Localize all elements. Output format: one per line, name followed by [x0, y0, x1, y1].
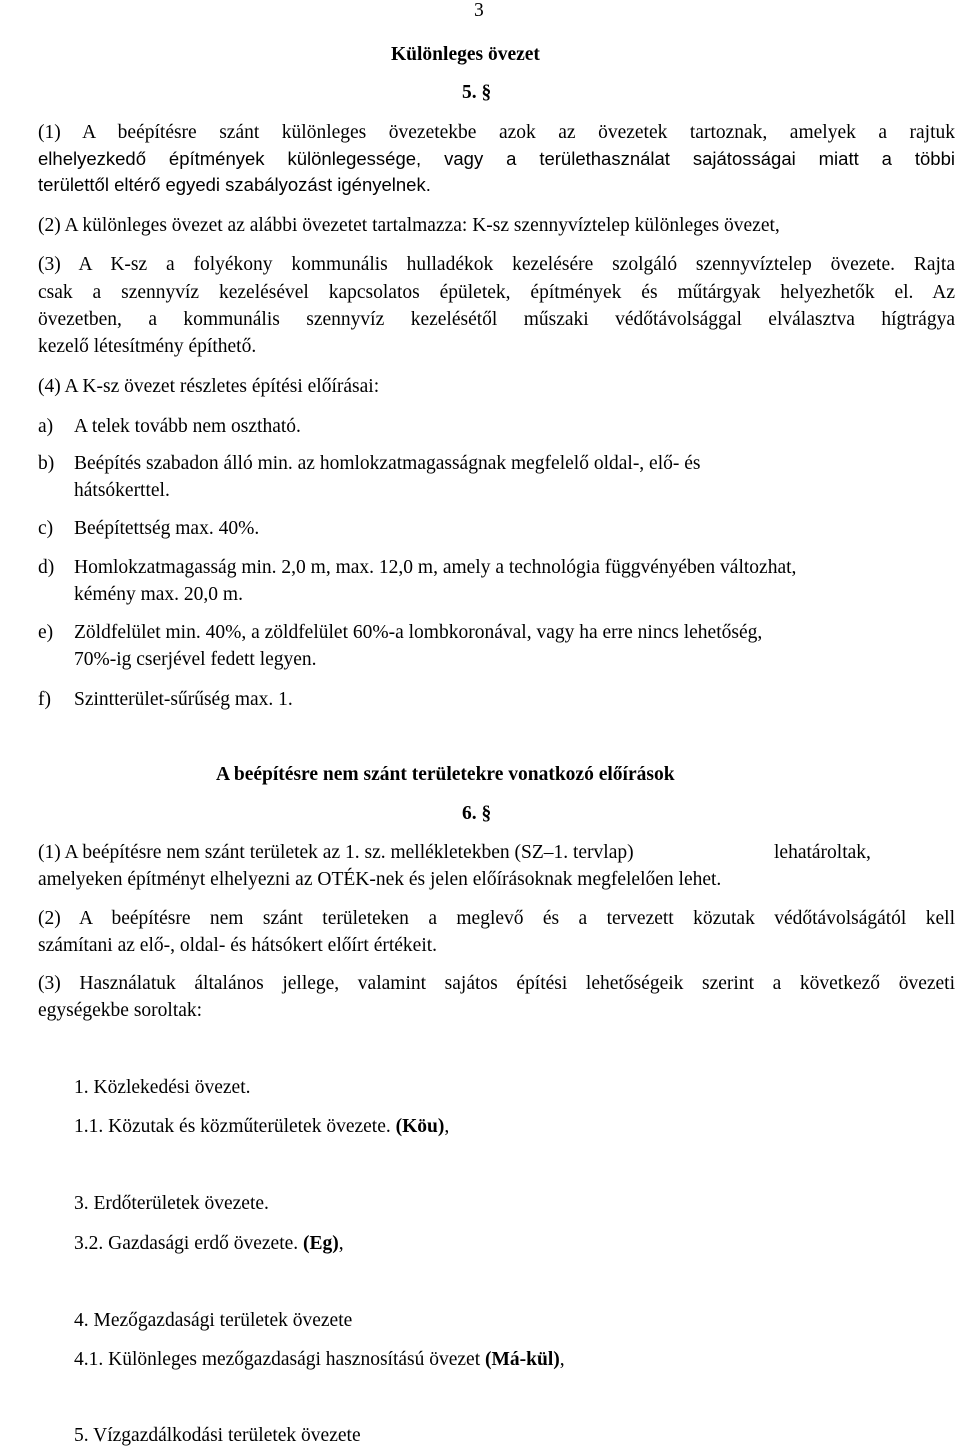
list-letter: b)	[38, 453, 55, 474]
s5-p3-line1: (3) A K-sz a folyékony kommunális hulladékok kezelésére szolgáló szennyvíztelep övezete. Rajta	[38, 254, 955, 275]
list-text: Homlokzatmagasság min. 2,0 m, max. 12,0 m, amely a technológia függvényében változhat,	[74, 557, 797, 578]
list-item-f	[38, 687, 293, 713]
list-letter: a)	[38, 416, 54, 437]
list-letter: f)	[38, 689, 51, 710]
zone-suffix: ,	[338, 1233, 344, 1254]
zone-1: 1. Közlekedési övezet.	[74, 1077, 251, 1098]
paragraph-mark-6: 6. §	[462, 803, 492, 824]
zone-suffix: ,	[444, 1116, 450, 1137]
zone-5: 5. Vízgazdálkodási területek övezete	[74, 1425, 361, 1446]
s5-p1-line2: elhelyezkedő építmények különlegessége, vagy a területhasználat sajátosságai miatt a többi	[38, 148, 955, 169]
list-item-c	[38, 516, 259, 542]
s6-p2-line2: számítani az elő-, oldal- és hátsókert előírt értékeit.	[38, 935, 438, 956]
zone-text: 4.1. Különleges mezőgazdasági hasznosítású övezet	[74, 1349, 485, 1370]
zone-4: 4. Mezőgazdasági területek övezete	[74, 1310, 353, 1331]
section-heading-kulonleges: Különleges övezet	[391, 44, 540, 65]
s5-p3-line4: kezelő létesítmény építhető.	[38, 336, 257, 357]
zone-code: (Köu)	[395, 1116, 445, 1137]
s5-p3-line2: csak a szennyvíz kezelésével kapcsolatos épületek, építmények és műtárgyak helyezhetők el. Az	[38, 282, 955, 303]
list-letter: d)	[38, 557, 55, 578]
list-item-b	[38, 451, 701, 477]
list-text: Zöldfelület min. 40%, a zöldfelület 60%-a lombkoronával, vagy ha erre nincs lehetőség,	[74, 622, 763, 643]
s6-p3-line2: egységekbe soroltak:	[38, 1000, 203, 1021]
zone-code: (Eg)	[303, 1233, 339, 1254]
zone-suffix: ,	[559, 1349, 565, 1370]
zone-text: 3.2. Gazdasági erdő övezete.	[74, 1233, 304, 1254]
s6-p1-line1b: lehatároltak,	[774, 842, 871, 863]
zone-4-1	[74, 1347, 565, 1373]
list-text: A telek tovább nem osztható.	[74, 416, 301, 437]
page-number: 3	[474, 0, 484, 21]
s6-p2-line1: (2) A beépítésre nem szánt területeken a meglevő és a tervezett közutak védőtávolságától kell	[38, 908, 955, 929]
s5-p2: (2) A különleges övezet az alábbi övezetet tartalmazza: K-sz szennyvíztelep különleges övezet,	[38, 215, 780, 236]
list-item-b-cont: hátsókerttel.	[74, 480, 170, 501]
section-heading-nem-szant: A beépítésre nem szánt területekre vonatkozó előírások	[216, 764, 675, 785]
s6-p1-line2: amelyeken építményt elhelyezni az OTÉK-nek és jelen előírásoknak megfelelően lehet.	[38, 869, 722, 890]
s6-p1-line1a: (1) A beépítésre nem szánt területek az 1. sz. mellékletekben (SZ–1. tervlap)	[38, 842, 634, 863]
s5-p1-line3: területtől eltérő egyedi szabályozást igényelnek.	[38, 174, 431, 195]
list-letter: c)	[38, 518, 54, 539]
s6-p3-line1: (3) Használatuk általános jellege, valamint sajátos építési lehetőségeik szerint a következő övezeti	[38, 973, 955, 994]
paragraph-mark-5: 5. §	[462, 82, 492, 103]
list-letter: e)	[38, 622, 54, 643]
list-item-e	[38, 620, 762, 646]
list-text: Szintterület-sűrűség max. 1.	[74, 689, 293, 710]
s5-p4: (4) A K-sz övezet részletes építési előírásai:	[38, 376, 380, 397]
zone-1-1	[74, 1114, 449, 1140]
list-item-a	[38, 414, 301, 440]
zone-text: 1.1. Közutak és közműterületek övezete.	[74, 1116, 396, 1137]
zone-3: 3. Erdőterületek övezete.	[74, 1193, 269, 1214]
s5-p1-line1: (1) A beépítésre szánt különleges övezetekbe azok az övezetek tartoznak, amelyek a rajtuk	[38, 122, 955, 143]
list-text: Beépítettség max. 40%.	[74, 518, 260, 539]
zone-3-2	[74, 1231, 344, 1257]
list-item-d-cont: kémény max. 20,0 m.	[74, 584, 243, 605]
list-item-d	[38, 555, 796, 581]
list-item-e-cont: 70%-ig cserjével fedett legyen.	[74, 649, 317, 670]
list-text: Beépítés szabadon álló min. az homlokzatmagasságnak megfelelő oldal-, elő- és	[74, 453, 701, 474]
s5-p3-line3: övezetben, a kommunális szennyvíz kezelésétől műszaki védőtávolsággal elválasztva hígtrágya	[38, 309, 955, 330]
zone-code: (Má-kül)	[485, 1349, 560, 1370]
